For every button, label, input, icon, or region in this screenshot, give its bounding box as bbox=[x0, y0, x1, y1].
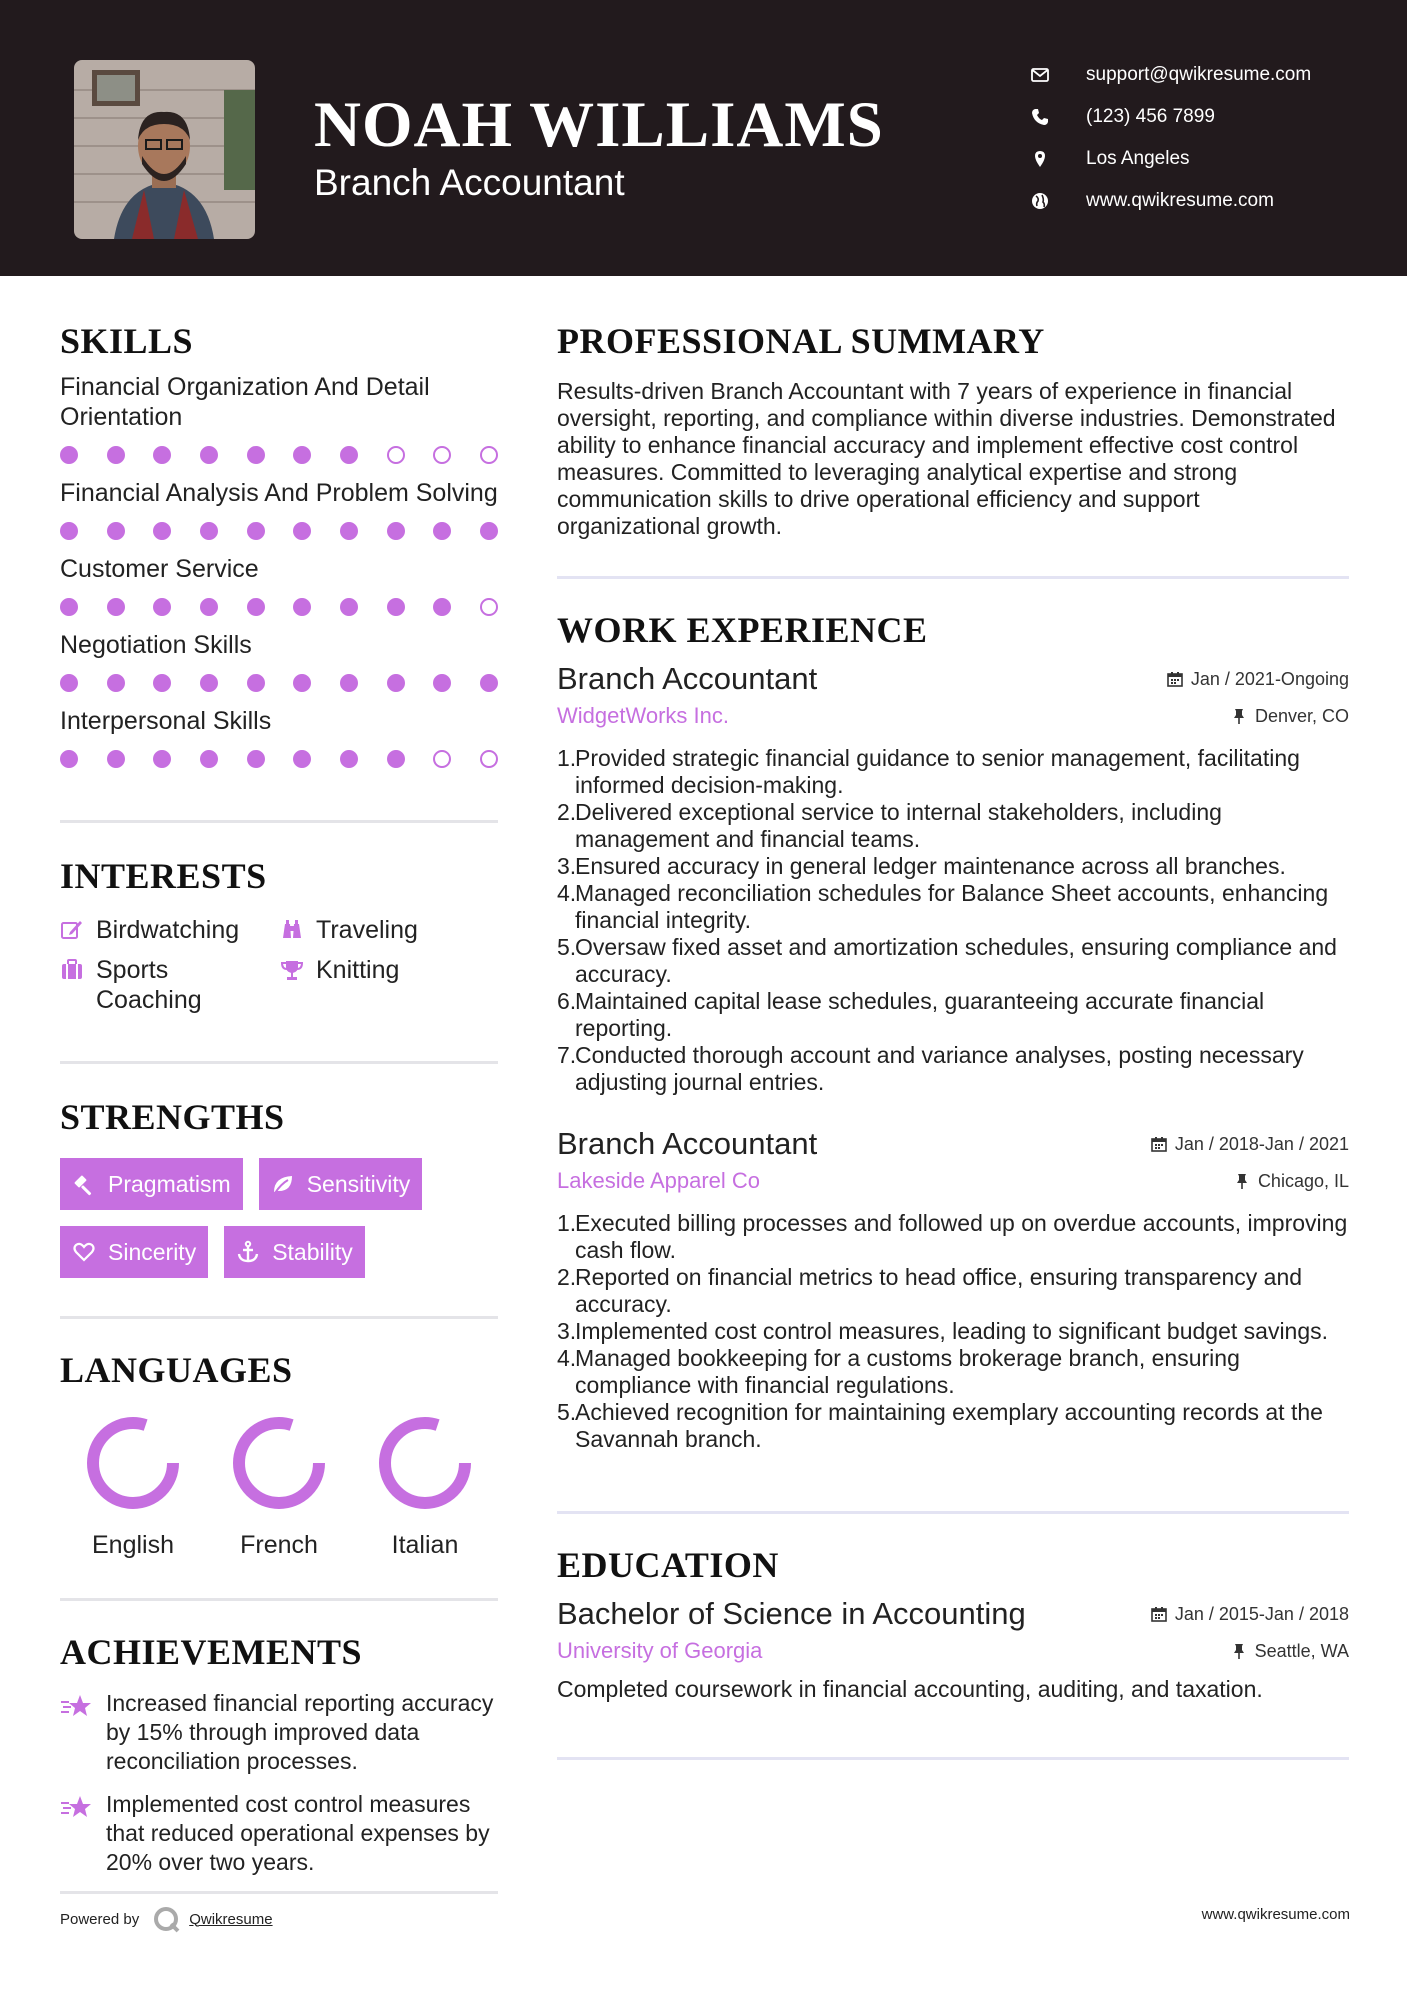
powered-by-label: Powered by bbox=[60, 1910, 140, 1928]
bullet-number: 6. bbox=[557, 988, 577, 1014]
rating-dot-filled bbox=[247, 598, 265, 616]
summary-text: Results-driven Branch Accountant with 7 years of experience in financial oversight, reporting, and compliance within diverse industries. Demonstrated ability to enhance financial accuracy and implement effective cost control measures. Committed to leveraging analytical expertise and strong communication skills to drive operational efficiency and support organizational growth. bbox=[557, 378, 1336, 539]
bullet-text: Managed reconciliation schedules for Balance Sheet accounts, enhancing financial integrity. bbox=[575, 880, 1329, 933]
job-dates-text: Jan / 2018-Jan / 2021 bbox=[1174, 1133, 1349, 1154]
interests-heading: INTERESTS bbox=[60, 856, 267, 896]
language-name: French bbox=[240, 1531, 318, 1559]
education-dates-text: Jan / 2015-Jan / 2018 bbox=[1174, 1603, 1349, 1624]
right-column bbox=[557, 320, 1349, 1760]
section-divider bbox=[60, 1061, 498, 1064]
achievements-list bbox=[60, 1689, 498, 1877]
job-bullet bbox=[557, 1264, 1349, 1318]
contact-info bbox=[1030, 54, 1370, 222]
rating-dot-filled bbox=[433, 522, 451, 540]
interest-label: Sports Coaching bbox=[96, 956, 202, 1014]
job-title: Branch Accountant bbox=[557, 1126, 818, 1161]
achievement-item bbox=[60, 1689, 498, 1776]
section-divider bbox=[557, 576, 1349, 579]
education-sub bbox=[557, 1638, 1349, 1664]
skill-rating bbox=[60, 674, 498, 692]
rating-dot-filled bbox=[247, 674, 265, 692]
bullet-text: Executed billing processes and followed up on overdue accounts, improving cash flow. bbox=[575, 1210, 1348, 1263]
language-level-arc bbox=[93, 1423, 173, 1503]
bullet-number: 3. bbox=[557, 853, 577, 879]
strengths-heading: STRENGTHS bbox=[60, 1097, 285, 1137]
job-bullet bbox=[557, 1345, 1349, 1399]
job-location-text: Denver, CO bbox=[1254, 705, 1349, 726]
rating-dot-filled bbox=[480, 522, 498, 540]
education-section bbox=[557, 1544, 1349, 1703]
skill-name: Customer Service bbox=[60, 555, 259, 583]
strengths-section bbox=[60, 1096, 498, 1278]
rating-dot-filled bbox=[153, 446, 171, 464]
strength-tag bbox=[60, 1158, 243, 1210]
skills-list bbox=[60, 372, 498, 768]
job-bullet bbox=[557, 799, 1349, 853]
star-icon bbox=[60, 1794, 92, 1822]
rating-dot-filled bbox=[340, 674, 358, 692]
leaf-icon bbox=[271, 1172, 295, 1196]
achievement-text: Implemented cost control measures that reduced operational expenses by 20% over two years. bbox=[106, 1791, 490, 1875]
bullet-text: Oversaw fixed asset and amortization schedules, ensuring compliance and accuracy. bbox=[575, 934, 1337, 987]
candidate-name: NOAH WILLIAMS bbox=[314, 89, 884, 161]
skill-rating bbox=[60, 446, 498, 464]
bullet-text: Achieved recognition for maintaining exemplary accounting records at the Savannah branch. bbox=[575, 1399, 1323, 1452]
language-level-ring bbox=[83, 1413, 183, 1513]
interest-label: Birdwatching bbox=[96, 916, 240, 944]
anchor-icon bbox=[236, 1240, 260, 1264]
section-divider bbox=[60, 1598, 498, 1601]
company-name: Lakeside Apparel Co bbox=[557, 1168, 761, 1193]
rating-dot-filled bbox=[200, 522, 218, 540]
education-location-text: Seattle, WA bbox=[1254, 1640, 1349, 1661]
interests-section bbox=[60, 855, 498, 1015]
rating-dot-filled bbox=[480, 674, 498, 692]
job-sub bbox=[557, 703, 1349, 729]
education-description: Completed coursework in financial accounting, auditing, and taxation. bbox=[557, 1676, 1263, 1702]
footer-url[interactable]: www.qwikresume.com bbox=[1201, 1906, 1350, 1923]
rating-dot-filled bbox=[340, 522, 358, 540]
summary-heading: PROFESSIONAL SUMMARY bbox=[557, 321, 1045, 361]
job-location bbox=[1234, 1171, 1349, 1192]
education-heading: EDUCATION bbox=[557, 1545, 779, 1585]
rating-dot-filled bbox=[60, 522, 78, 540]
strength-label: Sincerity bbox=[108, 1238, 197, 1265]
rating-dot-filled bbox=[60, 674, 78, 692]
bullet-number: 1. bbox=[557, 1210, 577, 1236]
pushpin-icon bbox=[1231, 1643, 1247, 1659]
experience-section bbox=[557, 609, 1349, 1453]
education-head bbox=[557, 1596, 1349, 1632]
section-divider bbox=[60, 1316, 498, 1319]
rating-dot-filled bbox=[60, 598, 78, 616]
star-icon bbox=[60, 1693, 92, 1721]
rating-dot-filled bbox=[200, 446, 218, 464]
job-bullet bbox=[557, 1042, 1349, 1096]
job-dates bbox=[1151, 1134, 1349, 1155]
language-item bbox=[60, 1413, 206, 1560]
bullet-number: 5. bbox=[557, 1399, 577, 1425]
phone-icon bbox=[1030, 107, 1050, 127]
job-entry bbox=[557, 1126, 1349, 1453]
rating-dot-filled bbox=[293, 674, 311, 692]
skill-name: Negotiation Skills bbox=[60, 631, 252, 659]
job-bullet bbox=[557, 853, 1349, 880]
achievement-item bbox=[60, 1790, 498, 1877]
bullet-number: 1. bbox=[557, 745, 577, 771]
rating-dot-filled bbox=[387, 598, 405, 616]
language-name: English bbox=[92, 1531, 174, 1559]
bullet-text: Ensured accuracy in general ledger maintenance across all branches. bbox=[575, 853, 1286, 879]
strength-label: Sensitivity bbox=[306, 1170, 411, 1197]
languages-list bbox=[60, 1413, 498, 1560]
bullet-text: Maintained capital lease schedules, guaranteeing accurate financial reporting. bbox=[575, 988, 1265, 1041]
job-dates bbox=[1167, 669, 1349, 690]
job-title: Branch Accountant bbox=[557, 661, 818, 696]
rating-dot-filled bbox=[340, 750, 358, 768]
strengths-list bbox=[60, 1158, 498, 1278]
rating-dot-empty bbox=[480, 446, 498, 464]
company-name: WidgetWorks Inc. bbox=[557, 703, 729, 728]
contact-website[interactable] bbox=[1030, 180, 1370, 222]
trophy-icon bbox=[280, 958, 304, 982]
bullet-number: 2. bbox=[557, 1264, 577, 1290]
interest-label: Knitting bbox=[316, 956, 400, 984]
pushpin-icon bbox=[1231, 708, 1247, 724]
contact-phone-text: (123) 456 7899 bbox=[1086, 106, 1215, 127]
interest-item bbox=[60, 915, 280, 945]
contact-phone[interactable] bbox=[1030, 96, 1370, 138]
languages-section bbox=[60, 1349, 498, 1560]
skill-name: Interpersonal Skills bbox=[60, 707, 272, 735]
resume-header bbox=[0, 0, 1407, 276]
globe-icon bbox=[1030, 191, 1050, 211]
bullet-text: Implemented cost control measures, leading to significant budget savings. bbox=[575, 1318, 1329, 1344]
school-name: University of Georgia bbox=[557, 1638, 763, 1663]
rating-dot-filled bbox=[153, 674, 171, 692]
calendar-icon bbox=[1151, 1606, 1167, 1622]
map-pin-icon bbox=[1030, 149, 1050, 169]
job-bullet bbox=[557, 745, 1349, 799]
strength-tag bbox=[224, 1226, 365, 1278]
contact-website-text: www.qwikresume.com bbox=[1086, 190, 1274, 211]
rating-dot-filled bbox=[340, 598, 358, 616]
rating-dot-filled bbox=[293, 522, 311, 540]
job-bullet bbox=[557, 988, 1349, 1042]
language-level-arc bbox=[239, 1423, 319, 1503]
language-item bbox=[352, 1413, 498, 1560]
pushpin-icon bbox=[1234, 1173, 1250, 1189]
job-bullet bbox=[557, 1318, 1349, 1345]
job-sub bbox=[557, 1168, 1349, 1194]
rating-dot-filled bbox=[153, 522, 171, 540]
language-item bbox=[206, 1413, 352, 1560]
interest-item bbox=[280, 955, 498, 1015]
language-name: Italian bbox=[391, 1531, 459, 1559]
section-divider bbox=[60, 1891, 498, 1894]
rating-dot-filled bbox=[60, 750, 78, 768]
envelope-icon bbox=[1030, 65, 1050, 85]
rating-dot-filled bbox=[107, 598, 125, 616]
bullet-text: Delivered exceptional service to internal stakeholders, including management and financial teams. bbox=[575, 799, 1222, 852]
bullet-number: 4. bbox=[557, 1345, 577, 1371]
rating-dot-filled bbox=[200, 674, 218, 692]
rating-dot-empty bbox=[480, 598, 498, 616]
rating-dot-filled bbox=[153, 750, 171, 768]
rating-dot-filled bbox=[247, 750, 265, 768]
job-bullet bbox=[557, 1399, 1349, 1453]
rating-dot-filled bbox=[107, 522, 125, 540]
job-bullets bbox=[557, 745, 1349, 1096]
briefcase-icon bbox=[60, 958, 84, 982]
rating-dot-empty bbox=[387, 446, 405, 464]
languages-heading: LANGUAGES bbox=[60, 1350, 293, 1390]
skill-rating bbox=[60, 598, 498, 616]
gavel-icon bbox=[72, 1172, 96, 1196]
job-bullet bbox=[557, 934, 1349, 988]
rating-dot-filled bbox=[293, 750, 311, 768]
contact-location-text: Los Angeles bbox=[1086, 148, 1190, 169]
bullet-number: 4. bbox=[557, 880, 577, 906]
rating-dot-filled bbox=[433, 598, 451, 616]
section-divider bbox=[557, 1757, 1349, 1760]
achievement-text: Increased financial reporting accuracy by 15% through improved data reconciliation processes. bbox=[106, 1690, 494, 1774]
edit-icon bbox=[60, 918, 84, 942]
rating-dot-filled bbox=[107, 446, 125, 464]
heart-icon bbox=[72, 1240, 96, 1264]
interests-list bbox=[60, 915, 498, 1015]
summary-section bbox=[557, 320, 1349, 540]
rating-dot-filled bbox=[60, 446, 78, 464]
rating-dot-filled bbox=[107, 750, 125, 768]
education-location bbox=[1231, 1641, 1349, 1662]
job-bullet bbox=[557, 1210, 1349, 1264]
qwikresume-logo-icon bbox=[151, 1904, 181, 1934]
experience-heading: WORK EXPERIENCE bbox=[557, 610, 928, 650]
strength-label: Stability bbox=[272, 1238, 353, 1265]
skills-section bbox=[60, 320, 498, 768]
powered-by bbox=[60, 1904, 273, 1934]
strength-tag bbox=[259, 1158, 423, 1210]
rating-dot-filled bbox=[247, 446, 265, 464]
contact-email-text: support@qwikresume.com bbox=[1086, 64, 1312, 85]
skill-name: Financial Analysis And Problem Solving bbox=[60, 479, 498, 507]
candidate-title: Branch Accountant bbox=[314, 162, 625, 203]
section-divider bbox=[557, 1511, 1349, 1514]
job-location bbox=[1231, 706, 1349, 727]
interest-item bbox=[60, 955, 280, 1015]
skill-rating bbox=[60, 750, 498, 768]
left-column bbox=[60, 320, 498, 1894]
achievements-heading: ACHIEVEMENTS bbox=[60, 1632, 363, 1672]
bullet-text: Managed bookkeeping for a customs brokerage branch, ensuring compliance with financial regulations. bbox=[575, 1345, 1240, 1398]
job-location-text: Chicago, IL bbox=[1257, 1170, 1349, 1191]
rating-dot-filled bbox=[387, 750, 405, 768]
rating-dot-empty bbox=[433, 446, 451, 464]
rating-dot-filled bbox=[293, 598, 311, 616]
job-head bbox=[557, 1126, 1349, 1162]
rating-dot-filled bbox=[293, 446, 311, 464]
contact-location bbox=[1030, 138, 1370, 180]
strength-tag bbox=[60, 1226, 208, 1278]
job-entry bbox=[557, 661, 1349, 1096]
rating-dot-filled bbox=[200, 598, 218, 616]
strength-label: Pragmatism bbox=[108, 1170, 231, 1197]
qwikresume-link[interactable]: Qwikresume bbox=[189, 1910, 273, 1928]
section-divider bbox=[60, 820, 498, 823]
rating-dot-empty bbox=[480, 750, 498, 768]
job-bullets bbox=[557, 1210, 1349, 1453]
bullet-number: 5. bbox=[557, 934, 577, 960]
bullet-number: 7. bbox=[557, 1042, 577, 1068]
job-bullet bbox=[557, 880, 1349, 934]
calendar-icon bbox=[1151, 1136, 1167, 1152]
profile-photo bbox=[74, 60, 255, 239]
bullet-text: Reported on financial metrics to head office, ensuring transparency and accuracy. bbox=[575, 1264, 1303, 1317]
rating-dot-filled bbox=[433, 674, 451, 692]
bullet-text: Provided strategic financial guidance to senior management, facilitating informed decision-making. bbox=[575, 745, 1300, 798]
rating-dot-filled bbox=[387, 674, 405, 692]
binoculars-icon bbox=[280, 918, 304, 942]
language-level-ring bbox=[229, 1413, 329, 1513]
rating-dot-filled bbox=[387, 522, 405, 540]
rating-dot-filled bbox=[107, 674, 125, 692]
degree-title: Bachelor of Science in Accounting bbox=[557, 1596, 1026, 1631]
rating-dot-filled bbox=[153, 598, 171, 616]
language-level-arc bbox=[385, 1423, 465, 1503]
achievements-section bbox=[60, 1631, 498, 1877]
job-head bbox=[557, 661, 1349, 697]
jobs-list bbox=[557, 661, 1349, 1453]
calendar-icon bbox=[1167, 671, 1183, 687]
interest-item bbox=[280, 915, 498, 945]
bullet-text: Conducted thorough account and variance analyses, posting necessary adjusting journal entries. bbox=[575, 1042, 1304, 1095]
rating-dot-filled bbox=[340, 446, 358, 464]
bullet-number: 2. bbox=[557, 799, 577, 825]
rating-dot-filled bbox=[200, 750, 218, 768]
education-dates bbox=[1151, 1604, 1349, 1625]
skill-rating bbox=[60, 522, 498, 540]
bullet-number: 3. bbox=[557, 1318, 577, 1344]
rating-dot-empty bbox=[433, 750, 451, 768]
language-level-ring bbox=[375, 1413, 475, 1513]
skills-heading: SKILLS bbox=[60, 321, 194, 361]
interest-label: Traveling bbox=[316, 916, 418, 944]
rating-dot-filled bbox=[247, 522, 265, 540]
job-dates-text: Jan / 2021-Ongoing bbox=[1190, 668, 1349, 689]
contact-email[interactable] bbox=[1030, 54, 1370, 96]
skill-name: Financial Organization And Detail Orientation bbox=[60, 373, 430, 431]
